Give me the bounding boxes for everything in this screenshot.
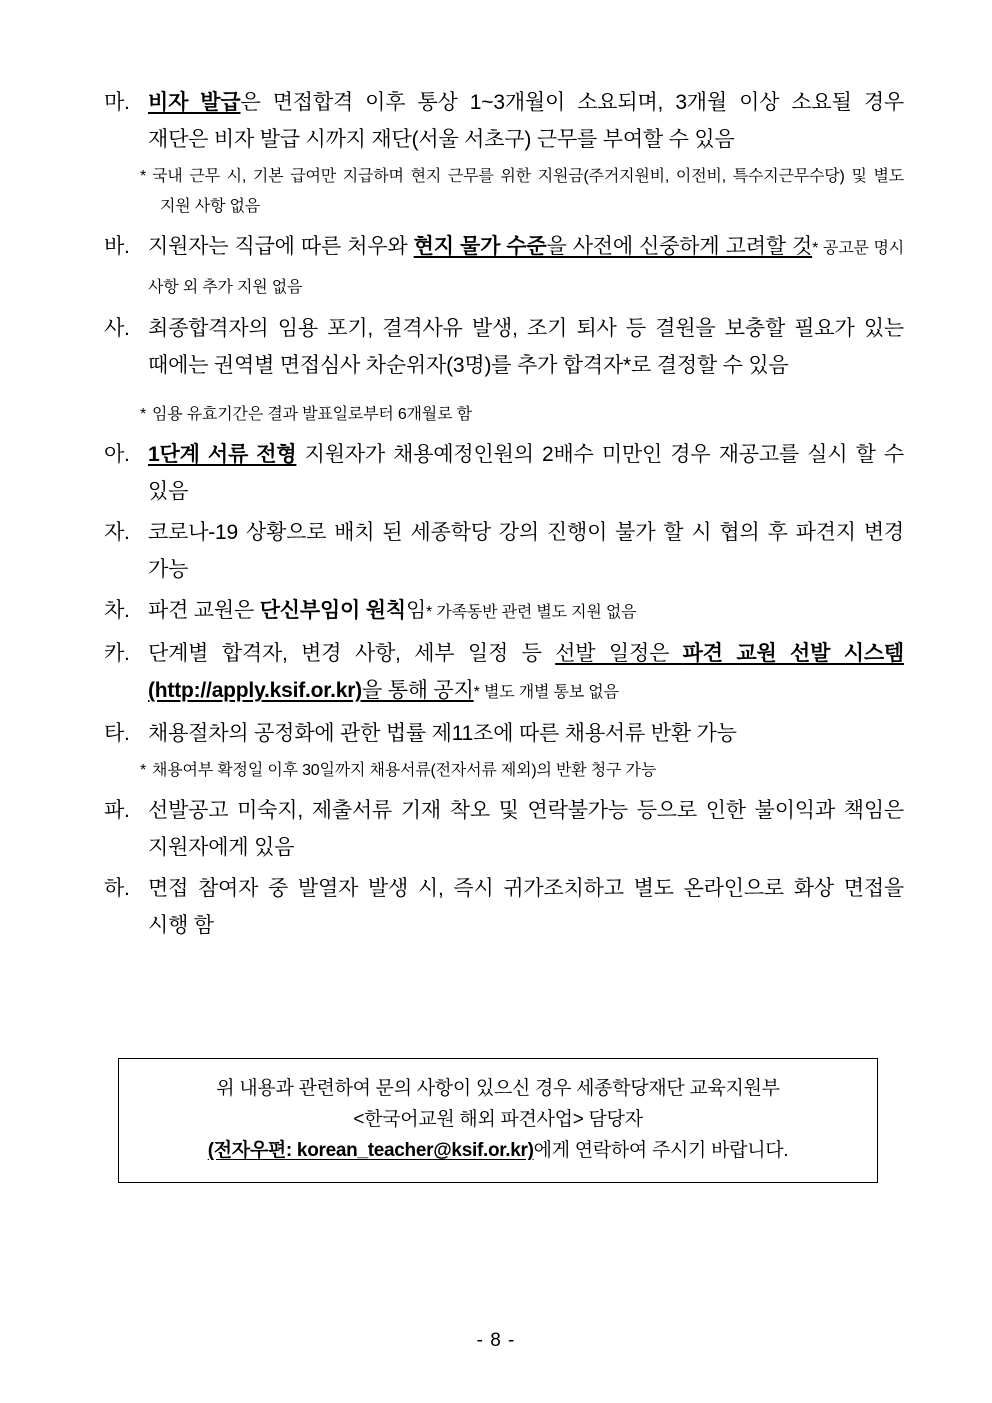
list-marker: 자.	[104, 521, 130, 544]
list-item-ha	[104, 870, 904, 944]
contact-line-1: 위 내용과 관련하여 문의 사항이 있으신 경우 세종학당재단 교육지원부	[216, 1078, 780, 1099]
list-item-text	[148, 84, 904, 158]
list-marker: 바.	[104, 235, 130, 258]
list-item-ba	[104, 228, 904, 306]
list-item-ja	[104, 514, 904, 588]
document-body	[104, 84, 904, 948]
list-item-text	[148, 592, 904, 631]
note-text: 채용여부 확정일 이후 30일까지 채용서류(전자서류 제외)의 반환 청구 가능	[152, 762, 657, 779]
list-item-text: 최종합격자의 임용 포기, 결격사유 발생, 조기 퇴사 등 결원을 보충할 필요가 있는 때에는 권역별 면접심사 차순위자(3명)를 추가 합격자*로 결정할 수 있음	[148, 317, 904, 377]
contact-line-3-rest: 에게 연락하여 주시기 바랍니다.	[533, 1140, 789, 1161]
asterisk-icon: *	[140, 168, 147, 185]
list-item-a	[104, 436, 904, 510]
list-item-pa	[104, 792, 904, 866]
item-a-rest: 지원자가 채용예정인원의 2배수 미만인 경우 재공고를 실시 할 수 있음	[148, 443, 904, 503]
contact-line-3	[129, 1135, 867, 1166]
link-selection-system[interactable]: 파견 교원 선발 시스템(http://apply.ksif.or.kr)	[148, 642, 905, 702]
item-ka-part2: 선발 일정은	[555, 642, 683, 665]
inline-note-ba: * 공고문 명시 사항 외 추가 지원 없음	[148, 240, 904, 296]
list-item-ka	[104, 635, 904, 711]
list-item-text: 선발공고 미숙지, 제출서류 기재 착오 및 연락불가능 등으로 인한 불이익과 책임은 지원자에게 있음	[148, 799, 904, 859]
list-marker: 사.	[104, 317, 130, 340]
list-item-ma	[104, 84, 904, 158]
asterisk-icon: *	[140, 762, 147, 779]
list-item-text	[148, 436, 904, 510]
spacer	[104, 388, 904, 398]
emphasis-single-assignment: 단신부임이 원칙	[259, 599, 406, 622]
asterisk-icon: *	[140, 406, 147, 423]
list-marker: 아.	[104, 443, 130, 466]
list-item-text: 코로나-19 상황으로 배치 된 세종학당 강의 진행이 불가 할 시 협의 후 파견지 변경 가능	[148, 521, 904, 581]
list-marker: 타.	[104, 722, 130, 745]
emphasis-visa-issuance: 비자 발급	[148, 91, 241, 114]
item-ba-part3: 을 사전에 신중하게 고려할 것	[546, 235, 813, 258]
note-ta-1	[104, 756, 904, 786]
contact-info-box	[118, 1058, 878, 1183]
list-marker: 하.	[104, 877, 130, 900]
note-text: 국내 근무 시, 기본 급여만 지급하며 현지 근무를 위한 지원금(주거지원비, 이전비, 특수지근무수당) 및 별도 지원 사항 없음	[152, 168, 904, 215]
inline-note-ka: * 별도 개별 통보 없음	[473, 684, 619, 701]
list-item-text	[148, 228, 904, 306]
item-cha-part1: 파견 교원은	[148, 599, 260, 622]
inline-note-cha: * 가족동반 관련 별도 지원 없음	[426, 604, 637, 621]
contact-email[interactable]: (전자우편: korean_teacher@ksif.or.kr)	[207, 1140, 534, 1161]
item-ba-part1: 지원자는 직급에 따른 처우와	[148, 235, 414, 258]
list-marker: 마.	[104, 91, 130, 114]
contact-line-2: <한국어교원 해외 파견사업> 담당자	[353, 1109, 643, 1130]
item-ka-part4: 을 통해 공지	[361, 679, 474, 702]
list-item-cha	[104, 592, 904, 631]
note-text: 임용 유효기간은 결과 발표일로부터 6개월로 함	[152, 406, 472, 423]
list-item-sa	[104, 310, 904, 384]
note-sa-1	[104, 400, 904, 430]
emphasis-local-price-level: 현지 물가 수준	[413, 235, 547, 258]
note-ma-1	[104, 162, 904, 222]
item-ka-part1: 단계별 합격자, 변경 사항, 세부 일정 등	[148, 642, 556, 665]
item-cha-part3: 임	[405, 599, 427, 622]
list-marker: 파.	[104, 799, 130, 822]
item-ma-rest: 은 면접합격 이후 통상 1~3개월이 소요되며, 3개월 이상 소요될 경우 재단은 비자 발급 시까지 재단(서울 서초구) 근무를 부여할 수 있음	[148, 91, 904, 151]
list-marker: 차.	[104, 599, 130, 622]
list-marker: 카.	[104, 642, 130, 665]
list-item-text: 면접 참여자 중 발열자 발생 시, 즉시 귀가조치하고 별도 온라인으로 화상 면접을 시행 함	[148, 877, 904, 937]
list-item-text	[148, 635, 904, 711]
page-number: - 8 -	[476, 1330, 516, 1351]
list-item-ta	[104, 715, 904, 752]
emphasis-stage1-document-screening: 1단계 서류 전형	[148, 443, 297, 466]
list-item-text: 채용절차의 공정화에 관한 법률 제11조에 따른 채용서류 반환 가능	[148, 722, 737, 745]
